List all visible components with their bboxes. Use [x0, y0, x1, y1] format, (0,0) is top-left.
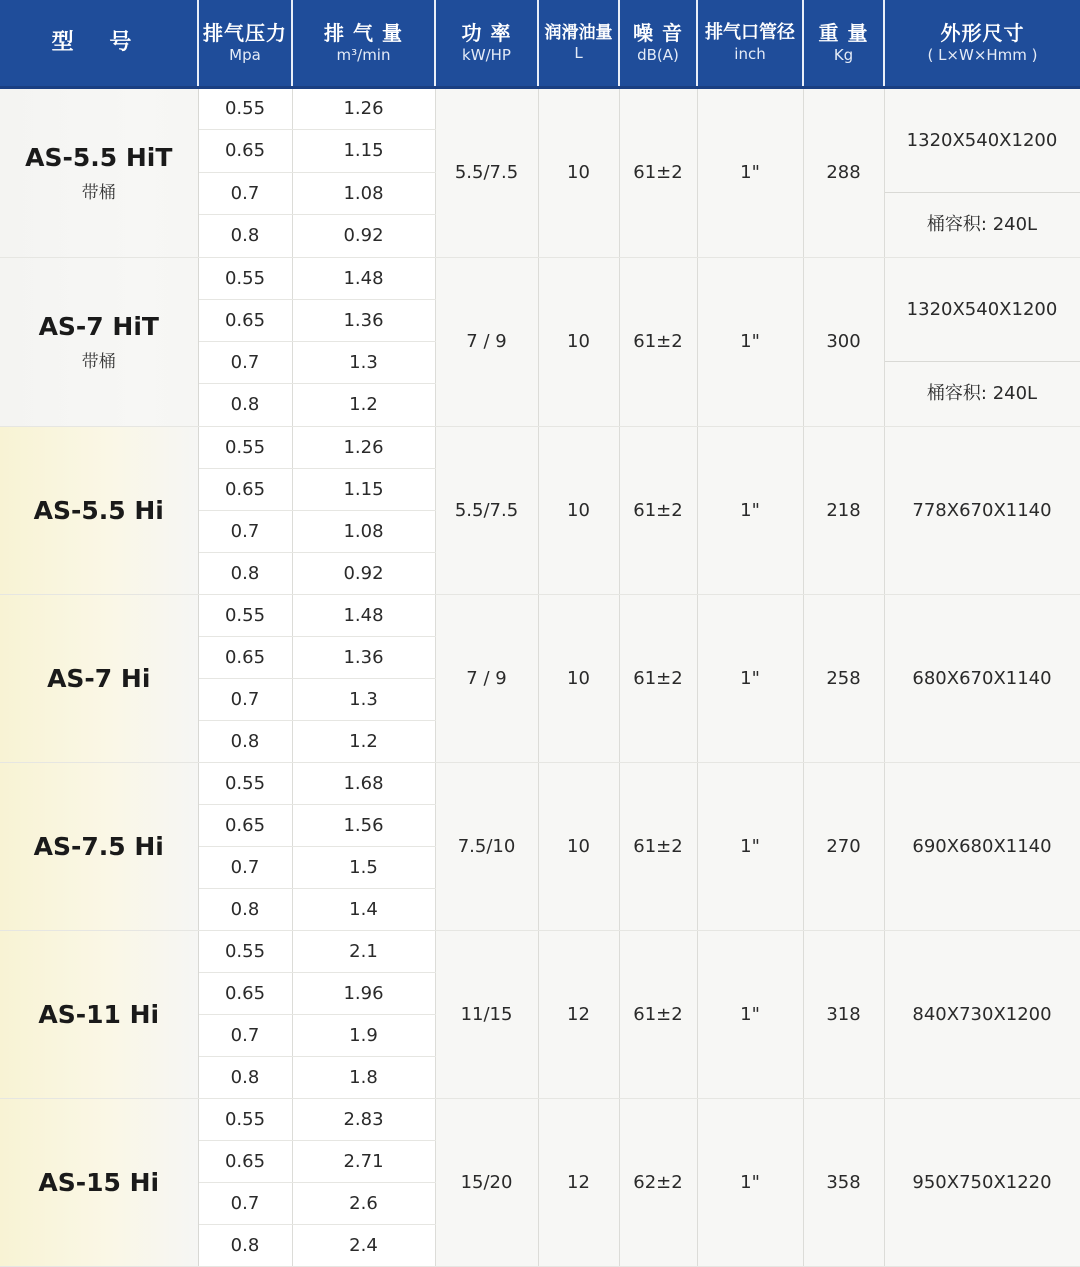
power-cell: 11/15	[435, 930, 538, 1098]
oil-cell: 10	[538, 257, 619, 426]
flow-cell: 1.9	[292, 1014, 435, 1056]
pressure-cell: 0.65	[198, 468, 292, 510]
header-noise-unit: dB(A)	[637, 45, 679, 64]
pressure-cell: 0.8	[198, 215, 292, 258]
model-name: AS-5.5 HiT	[25, 142, 173, 172]
header-outlet-label: 排气口管径	[705, 22, 795, 44]
model-name: AS-7.5 Hi	[33, 831, 164, 861]
model-cell	[0, 594, 198, 762]
power-cell: 7.5/10	[435, 762, 538, 930]
header-dims-label: 外形尺寸	[940, 20, 1025, 45]
pressure-cell: 0.7	[198, 510, 292, 552]
pressure-cell: 0.65	[198, 972, 292, 1014]
header-pressure-unit: Mpa	[229, 45, 261, 64]
pressure-cell: 0.55	[198, 257, 292, 299]
flow-cell: 1.3	[292, 342, 435, 384]
model-cell	[0, 1098, 198, 1266]
header-outlet-unit: inch	[734, 44, 766, 63]
pressure-cell: 0.65	[198, 1140, 292, 1182]
pressure-cell: 0.55	[198, 594, 292, 636]
flow-cell: 2.83	[292, 1098, 435, 1140]
dims-cell	[884, 257, 1080, 426]
flow-cell: 1.3	[292, 678, 435, 720]
outlet-cell: 1"	[697, 1098, 803, 1266]
flow-cell: 1.36	[292, 636, 435, 678]
outlet-cell: 1"	[697, 426, 803, 594]
flow-cell: 1.56	[292, 804, 435, 846]
noise-cell: 61±2	[619, 257, 697, 426]
header-row	[0, 0, 1080, 87]
model-name: AS-7 HiT	[38, 311, 159, 341]
weight-cell: 270	[803, 762, 884, 930]
pressure-cell: 0.55	[198, 1098, 292, 1140]
header-flow	[292, 0, 435, 87]
model-cell	[0, 930, 198, 1098]
model-cell	[0, 426, 198, 594]
header-oil-label: 润滑油量	[544, 22, 613, 43]
pressure-cell: 0.7	[198, 172, 292, 215]
dims-split	[885, 258, 1080, 426]
weight-cell: 300	[803, 257, 884, 426]
flow-cell: 1.15	[292, 130, 435, 173]
noise-cell: 61±2	[619, 87, 697, 257]
header-oil-unit: L	[574, 44, 583, 62]
dims-cell: 680X670X1140	[884, 594, 1080, 762]
header-dims	[884, 0, 1080, 87]
table-row	[0, 594, 1080, 636]
pressure-cell: 0.8	[198, 888, 292, 930]
flow-cell: 2.71	[292, 1140, 435, 1182]
weight-cell: 318	[803, 930, 884, 1098]
header-flow-unit: m³/min	[336, 45, 391, 64]
tank-capacity: 桶容积: 240L	[926, 213, 1038, 235]
header-weight-unit: Kg	[833, 45, 854, 64]
flow-cell: 1.15	[292, 468, 435, 510]
model-name: AS-5.5 Hi	[33, 495, 164, 525]
dims-cell: 778X670X1140	[884, 426, 1080, 594]
dims-cell: 690X680X1140	[884, 762, 1080, 930]
header-pressure	[198, 0, 292, 87]
table-row	[0, 257, 1080, 299]
noise-cell: 61±2	[619, 594, 697, 762]
pressure-cell: 0.65	[198, 299, 292, 341]
power-cell: 15/20	[435, 1098, 538, 1266]
pressure-cell: 0.7	[198, 1182, 292, 1224]
pressure-cell: 0.7	[198, 342, 292, 384]
outlet-cell: 1"	[697, 762, 803, 930]
flow-cell: 0.92	[292, 552, 435, 594]
header-noise	[619, 0, 697, 87]
dims-split	[885, 89, 1080, 257]
weight-cell: 258	[803, 594, 884, 762]
model-name: AS-7 Hi	[47, 663, 151, 693]
model-cell	[0, 257, 198, 426]
noise-cell: 61±2	[619, 930, 697, 1098]
tank-capacity: 桶容积: 240L	[926, 382, 1038, 404]
flow-cell: 1.4	[292, 888, 435, 930]
oil-cell: 10	[538, 426, 619, 594]
noise-cell: 62±2	[619, 1098, 697, 1266]
pressure-cell: 0.55	[198, 930, 292, 972]
flow-cell: 1.96	[292, 972, 435, 1014]
pressure-cell: 0.65	[198, 804, 292, 846]
power-cell: 5.5/7.5	[435, 426, 538, 594]
header-model-label: 型 号	[51, 30, 146, 55]
header-power-label: 功 率	[461, 20, 512, 45]
power-cell: 7 / 9	[435, 257, 538, 426]
model-cell	[0, 87, 198, 257]
header-power-unit: kW/HP	[462, 45, 511, 64]
oil-cell: 12	[538, 930, 619, 1098]
pressure-cell: 0.65	[198, 130, 292, 173]
outlet-cell: 1"	[697, 930, 803, 1098]
dims-value: 1320X540X1200	[885, 258, 1080, 362]
pressure-cell: 0.8	[198, 384, 292, 426]
oil-cell: 10	[538, 594, 619, 762]
model-subtitle: 带桶	[81, 351, 116, 372]
dims-value: 1320X540X1200	[885, 89, 1080, 193]
weight-cell: 358	[803, 1098, 884, 1266]
flow-cell: 2.4	[292, 1224, 435, 1266]
weight-cell: 218	[803, 426, 884, 594]
flow-cell: 1.26	[292, 426, 435, 468]
header-weight	[803, 0, 884, 87]
dims-cell: 840X730X1200	[884, 930, 1080, 1098]
flow-cell: 2.1	[292, 930, 435, 972]
flow-cell: 2.6	[292, 1182, 435, 1224]
pressure-cell: 0.8	[198, 1224, 292, 1266]
flow-cell: 1.08	[292, 172, 435, 215]
flow-cell: 1.26	[292, 87, 435, 130]
oil-cell: 12	[538, 1098, 619, 1266]
flow-cell: 1.2	[292, 384, 435, 426]
header-flow-label: 排 气 量	[324, 20, 403, 45]
table-row	[0, 762, 1080, 804]
dims-cell: 950X750X1220	[884, 1098, 1080, 1266]
table-row	[0, 426, 1080, 468]
header-dims-unit: ( L×W×Hmm )	[927, 45, 1038, 64]
header-pressure-label: 排气压力	[203, 20, 287, 45]
header-noise-label: 噪 音	[633, 20, 683, 45]
pressure-cell: 0.7	[198, 1014, 292, 1056]
noise-cell: 61±2	[619, 426, 697, 594]
model-name: AS-15 Hi	[38, 1167, 160, 1197]
outlet-cell: 1"	[697, 87, 803, 257]
outlet-cell: 1"	[697, 594, 803, 762]
flow-cell: 1.8	[292, 1056, 435, 1098]
flow-cell: 1.2	[292, 720, 435, 762]
header-power	[435, 0, 538, 87]
flow-cell: 1.48	[292, 257, 435, 299]
model-cell	[0, 762, 198, 930]
header-model	[0, 0, 198, 87]
oil-cell: 10	[538, 87, 619, 257]
flow-cell: 0.92	[292, 215, 435, 258]
table-row	[0, 87, 1080, 130]
spec-body	[0, 87, 1080, 1266]
power-cell: 5.5/7.5	[435, 87, 538, 257]
oil-cell: 10	[538, 762, 619, 930]
pressure-cell: 0.8	[198, 1056, 292, 1098]
pressure-cell: 0.8	[198, 552, 292, 594]
header-oil	[538, 0, 619, 87]
pressure-cell: 0.55	[198, 87, 292, 130]
weight-cell: 288	[803, 87, 884, 257]
table-row	[0, 930, 1080, 972]
pressure-cell: 0.8	[198, 720, 292, 762]
flow-cell: 1.36	[292, 299, 435, 341]
pressure-cell: 0.55	[198, 762, 292, 804]
header-weight-label: 重 量	[818, 20, 869, 45]
flow-cell: 1.48	[292, 594, 435, 636]
header-outlet	[697, 0, 803, 87]
flow-cell: 1.68	[292, 762, 435, 804]
flow-cell: 1.5	[292, 846, 435, 888]
model-name: AS-11 Hi	[38, 999, 160, 1029]
flow-cell: 1.08	[292, 510, 435, 552]
outlet-cell: 1"	[697, 257, 803, 426]
power-cell: 7 / 9	[435, 594, 538, 762]
model-subtitle: 带桶	[81, 182, 116, 203]
table-row	[0, 1098, 1080, 1140]
pressure-cell: 0.7	[198, 678, 292, 720]
pressure-cell: 0.65	[198, 636, 292, 678]
pressure-cell: 0.7	[198, 846, 292, 888]
noise-cell: 61±2	[619, 762, 697, 930]
dims-cell	[884, 87, 1080, 257]
pressure-cell: 0.55	[198, 426, 292, 468]
